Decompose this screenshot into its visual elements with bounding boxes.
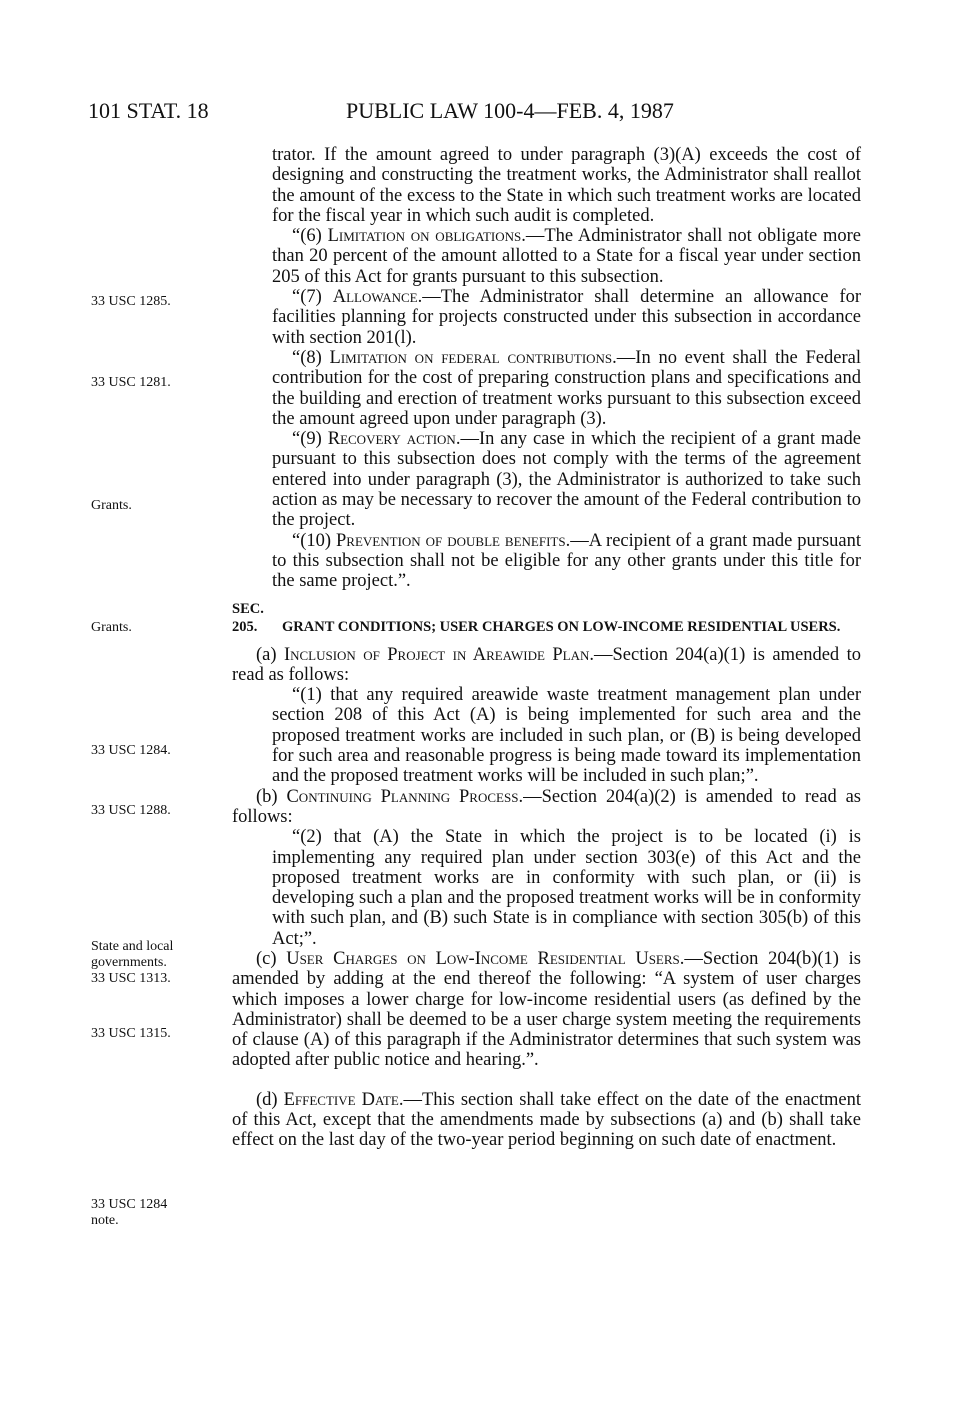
margin-note: note.: [91, 1213, 119, 1228]
section-heading: [232, 600, 861, 636]
paragraph-10: “(10) Prevention of double benefits.—A recipient of a grant made pursuant to this subsection shall not be eligible for any other grants under this title for the same project.”.: [272, 530, 861, 592]
margin-note: State and local: [91, 939, 174, 954]
margin-note: Grants.: [91, 498, 132, 513]
paragraph-7: “(7) Allowance.—The Administrator shall determine an allowance for facilities planning for projects constructed under this subsection in accordance with section 201(l).: [272, 287, 861, 348]
margin-note: 33 USC 1313.: [91, 971, 171, 986]
paragraph-8: “(8) Limitation on federal contributions.—In no event shall the Federal contribution for the cost of preparing construction plans and specifications and the building and erection of treatment works pursuant to this subsection exceed the amount agreed upon under paragraph (3).: [272, 347, 861, 429]
paragraph-8-heading: Limitation on federal contributions: [329, 347, 613, 368]
paragraph-continuation: trator. If the amount agreed to under paragraph (3)(A) exceeds the cost of designing and constructing the treatment works, the Administrator shall reallot the amount of the excess to the State in which such treatment works are located for the fiscal year in which such audit is completed.: [272, 145, 861, 226]
subsection-a-quote: “(1) that any required areawide waste treatment management plan under section 208 of this Act (A) is being implemented for such area and the proposed treatment works are included in such plan, or (B) is being developed for such area and reasonable progress is being made toward its implementation and the proposed treatment works will be included in such plan;”.: [272, 685, 861, 787]
subsection-a: (a) Inclusion of Project in Areawide Plan.—Section 204(a)(1) is amended to read as follows:: [232, 644, 861, 685]
paragraph-6-heading: Limitation on obligations: [327, 226, 522, 247]
paragraph-10-heading: Prevention of double benefits: [336, 530, 566, 551]
subsection-d: (d) Effective Date.—This section shall take effect on the date of the enactment of this Act, except that the amendments made by subsections (a) and (b) shall take effect on the last day of the two-year period beginning on such date of enactment.: [232, 1089, 861, 1151]
margin-note: Grants.: [91, 620, 132, 635]
paragraph-9: “(9) Recovery action.—In any case in which the recipient of a grant made pursuant to this subsection does not comply with the terms of the agreement entered into under paragraph (3), the Administrator is authorized to take such action as may be necessary to recover the amount of the Federal contribution to the project.: [272, 429, 861, 531]
margin-note: 33 USC 1288.: [91, 803, 171, 818]
margin-note: 33 USC 1315.: [91, 1026, 171, 1041]
subsection-c-heading: User Charges on Low-Income Residential Users: [286, 948, 680, 969]
page-running-head: PUBLIC LAW 100-4—FEB. 4, 1987: [346, 98, 674, 123]
page-body: [232, 145, 861, 1151]
section-title: GRANT CONDITIONS; USER CHARGES ON LOW-INCOME RESIDENTIAL USERS.: [282, 618, 841, 635]
margin-note: 33 USC 1284: [91, 1197, 168, 1212]
subsection-c: (c) User Charges on Low-Income Residential Users.—Section 204(b)(1) is amended by adding at the end thereof the following: “A system of user charges which imposes a lower charge for low-income residential users (as defined by the Administrator) shall be deemed to be a user charge system meeting the requirements of clause (A) of this paragraph if the Administrator determines that such system was adopted after public notice and hearing.”.: [232, 948, 861, 1071]
paragraph-9-heading: Recovery action: [327, 429, 456, 450]
margin-note: governments.: [91, 955, 167, 970]
subsection-d-heading: Effective Date: [283, 1089, 399, 1110]
margin-note: 33 USC 1281.: [91, 375, 171, 390]
section-number: SEC. 205.: [232, 600, 264, 635]
paragraph-7-heading: Allowance: [332, 287, 418, 308]
subsection-b-heading: Continuing Planning Process: [286, 786, 519, 807]
subsection-a-heading: Inclusion of Project in Areawide Plan: [283, 644, 590, 665]
margin-note: 33 USC 1284.: [91, 743, 171, 758]
margin-note: 33 USC 1285.: [91, 294, 171, 309]
paragraph-6: “(6) Limitation on obligations.—The Administrator shall not obligate more than 20 percent of the amount allotted to a State for a fiscal year under section 205 of this Act for grants pursuant to this subsection.: [272, 226, 861, 287]
subsection-b-quote: “(2) that (A) the State in which the project is to be located (i) is implementing any required plan under section 303(e) of this Act and the proposed treatment works are in conformity with such plan, or (ii) is developing such a plan and the proposed treatment works will be in conformity with such plan, and (B) such State is in compliance with section 305(b) of this Act;”.: [272, 827, 861, 949]
page-stat-citation: 101 STAT. 18: [88, 98, 209, 123]
subsection-b: (b) Continuing Planning Process.—Section 204(a)(2) is amended to read as follows:: [232, 786, 861, 827]
